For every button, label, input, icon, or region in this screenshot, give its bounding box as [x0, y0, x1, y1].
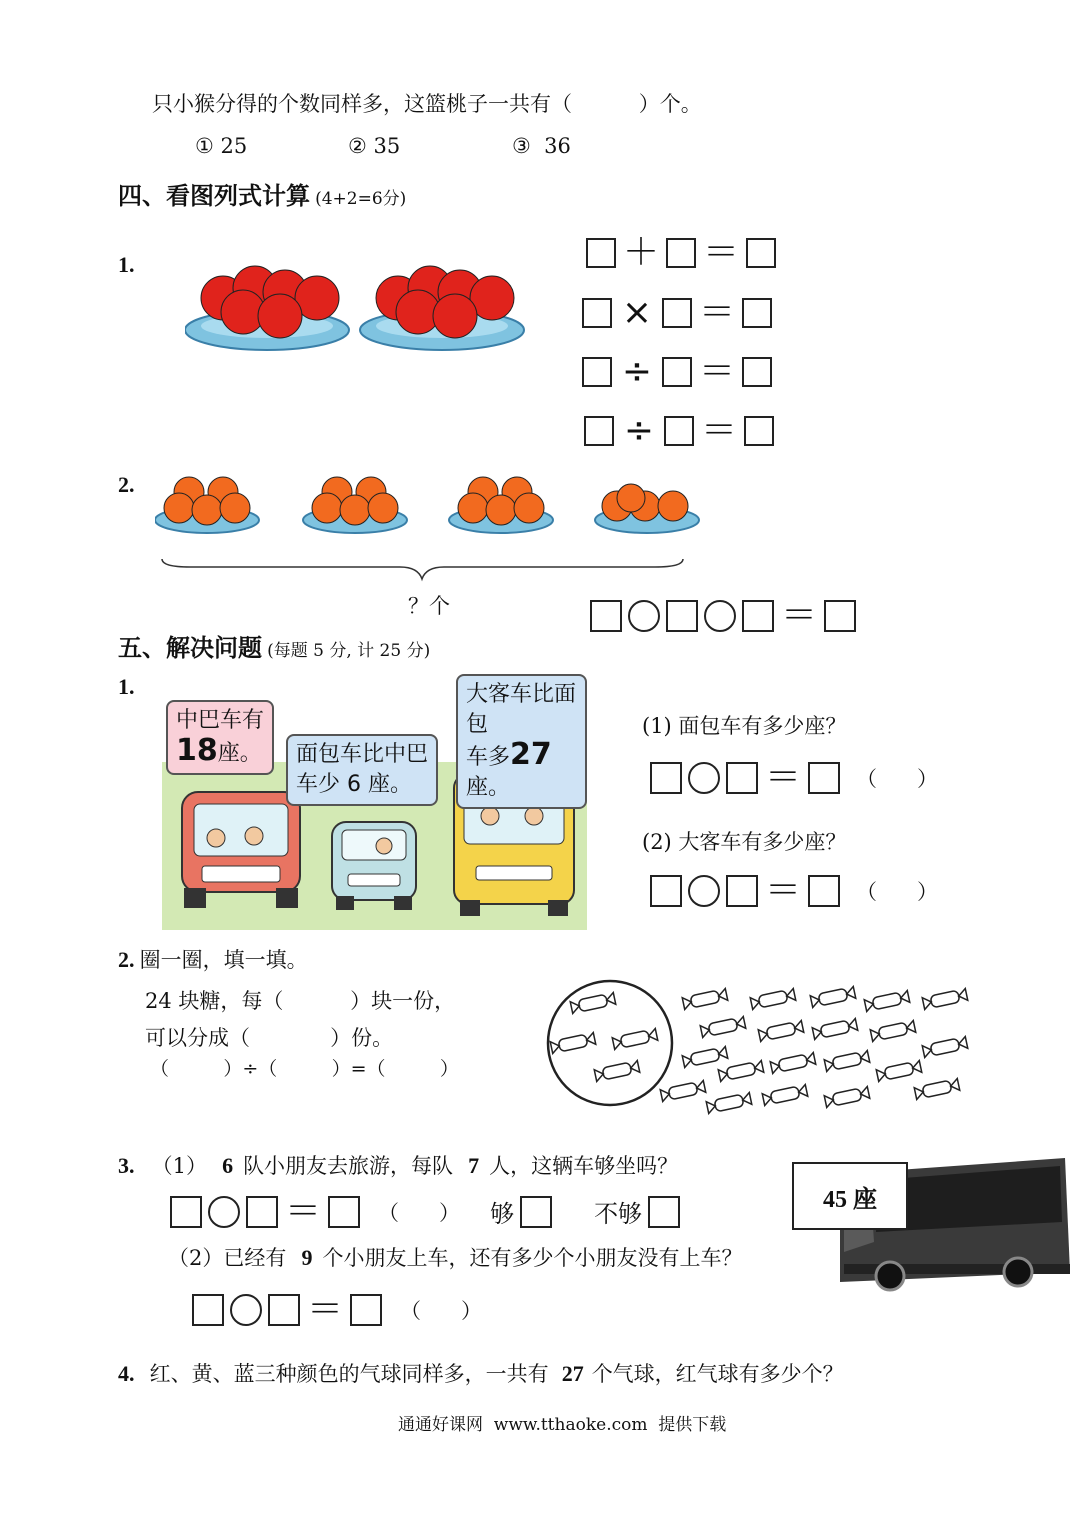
bubble3-number: 27	[510, 737, 552, 772]
s5-q2-line3: （ ）÷（ ）=（ ）	[150, 1058, 459, 1080]
s5-q3-sub2-text: 个小朋友上车，还有多少个小朋友没有上车？	[322, 1246, 743, 1270]
s5-q3-sub1-end: 人，这辆车够坐吗？	[489, 1154, 679, 1178]
s5-q3-sub1-text: 队小朋友去旅游，每队	[243, 1154, 454, 1178]
unit-paren[interactable]: （ ）	[400, 1299, 483, 1323]
speech-bubble-coach	[456, 674, 587, 809]
answer-box[interactable]	[726, 875, 758, 907]
answer-box[interactable]	[742, 298, 772, 328]
enough-checkbox[interactable]	[520, 1196, 552, 1228]
s5-q1-number: 1.	[118, 674, 135, 699]
s5-q3-n1: 6	[222, 1153, 234, 1178]
answer-box[interactable]	[584, 416, 614, 446]
s5-q3-n2: 7	[468, 1153, 480, 1178]
operator-circle[interactable]	[704, 600, 736, 632]
answer-box[interactable]	[664, 416, 694, 446]
speech-bubble-van	[286, 734, 438, 806]
section5-heading	[118, 628, 430, 663]
equals-sign: ＝	[702, 232, 739, 273]
answer-box[interactable]	[726, 762, 758, 794]
equation-row-3	[582, 351, 772, 392]
bubble1-unit: 座。	[217, 741, 262, 766]
answer-box[interactable]	[650, 875, 682, 907]
answer-box[interactable]	[582, 357, 612, 387]
option-2: ② 35	[348, 134, 401, 158]
s5-q2-number: 2.	[118, 947, 135, 972]
speech-bubble-minibus	[166, 700, 274, 775]
van-icon	[332, 822, 416, 910]
s5-q2-title: 圈一圈，填一填。	[139, 948, 308, 972]
s5-q3-number: 3.	[118, 1153, 135, 1178]
s5-q1-sub2: (2) 大客车有多少座？	[642, 830, 847, 854]
s5-q1-equation-2	[650, 870, 939, 911]
bus-capacity-label	[792, 1162, 908, 1230]
equation-row-2	[582, 292, 772, 333]
footer-credit: 通通好课网 www.tthaoke.com 提供下载	[398, 1415, 727, 1435]
s5-q3-sub1-prefix: （1）	[151, 1154, 207, 1178]
equals-sign: ＝	[780, 595, 817, 636]
section4-heading	[118, 176, 406, 211]
not-enough-label: 不够	[594, 1200, 643, 1228]
bubble3-line2	[466, 737, 577, 803]
answer-box[interactable]	[742, 600, 774, 632]
question-tail-line: 只小猴分得的个数同样多，这篮桃子一共有（ ）个。	[152, 92, 702, 116]
plus-sign: ＋	[622, 232, 659, 273]
equals-sign: ＝	[764, 870, 801, 911]
not-enough-checkbox[interactable]	[648, 1196, 680, 1228]
unit-paren[interactable]: （ ）	[856, 880, 939, 904]
s5-q3-equation-1	[170, 1190, 680, 1232]
equation-row-1	[586, 232, 776, 273]
answer-box[interactable]	[824, 600, 856, 632]
s5-q1-equation-1	[650, 757, 939, 798]
s5-q1-sub1: (1) 面包车有多少座？	[642, 714, 847, 738]
s5-q3-equation-2	[192, 1289, 483, 1330]
orange-plate-2	[303, 477, 407, 533]
answer-box[interactable]	[666, 600, 698, 632]
equals-sign: ＝	[306, 1289, 343, 1330]
answer-box[interactable]	[246, 1196, 278, 1228]
candy-icon	[550, 987, 968, 1114]
bus-capacity-text: 45 座	[823, 1186, 877, 1213]
s5-q3-sub2-prefix: （2）已经有	[168, 1246, 287, 1270]
answer-box[interactable]	[192, 1294, 224, 1326]
bubble3-unit: 座。	[466, 775, 511, 800]
unit-paren[interactable]: （ ）	[856, 767, 939, 791]
divide-sign: ÷	[623, 410, 655, 451]
equation-row-4	[584, 410, 774, 451]
s5-q4-text-b: 个气球，红气球有多少个？	[591, 1362, 844, 1386]
operator-circle[interactable]	[208, 1196, 240, 1228]
apple-plates-illustration	[185, 258, 535, 358]
answer-box[interactable]	[662, 357, 692, 387]
s5-q2-line1: 24 块糖，每（ ）块一份，	[145, 989, 456, 1013]
unit-paren[interactable]: （ ）	[378, 1200, 461, 1225]
answer-box[interactable]	[808, 762, 840, 794]
s5-q3-sub1-line	[118, 1150, 678, 1180]
bubble3-prefix: 车多	[466, 745, 511, 770]
answer-box[interactable]	[586, 238, 616, 268]
answer-box[interactable]	[582, 298, 612, 328]
s4-q2-number: 2.	[118, 472, 135, 497]
answer-box[interactable]	[268, 1294, 300, 1326]
answer-box[interactable]	[746, 238, 776, 268]
operator-circle[interactable]	[688, 875, 720, 907]
equals-sign: ＝	[284, 1190, 321, 1232]
equals-sign: ＝	[698, 351, 735, 392]
s5-q4-number: 4.	[118, 1361, 135, 1386]
times-sign: ×	[621, 292, 653, 333]
section4-score: (4+2=6分)	[315, 189, 407, 209]
s5-q2-heading	[118, 944, 308, 974]
equation-row-q2	[590, 595, 856, 636]
operator-circle[interactable]	[688, 762, 720, 794]
equals-sign: ＝	[764, 757, 801, 798]
option-1: ① 25	[195, 134, 248, 158]
operator-circle[interactable]	[230, 1294, 262, 1326]
bubble1-number: 18	[176, 733, 218, 768]
orange-plate-3	[449, 477, 553, 533]
s4-q1-number: 1.	[118, 252, 135, 277]
divide-sign: ÷	[621, 351, 653, 392]
answer-box[interactable]	[744, 416, 774, 446]
section5-title: 五、解决问题	[118, 634, 262, 662]
answer-box[interactable]	[666, 238, 696, 268]
minibus-icon	[182, 792, 300, 908]
apple-plate-2	[360, 266, 524, 350]
orange-plates-illustration	[155, 470, 705, 540]
answer-box[interactable]	[328, 1196, 360, 1228]
answer-box[interactable]	[590, 600, 622, 632]
equals-sign: ＝	[700, 410, 737, 451]
answer-box[interactable]	[808, 875, 840, 907]
s5-q2-line2: 可以分成（ ）份。	[145, 1026, 394, 1050]
bubble2-line2: 车少 6 座。	[296, 772, 412, 797]
bubble1-line2	[176, 733, 264, 769]
option-3: ③ 36	[512, 134, 571, 158]
apple-plate-1	[185, 266, 349, 350]
bubble1-line1: 中巴车有	[176, 708, 265, 733]
s5-q3-sub2-line	[168, 1242, 742, 1272]
s5-q3-n3: 9	[301, 1245, 313, 1270]
enough-label: 够	[490, 1200, 515, 1228]
section4-title: 四、看图列式计算	[118, 182, 310, 210]
section5-score: (每题 5 分, 计 25 分)	[267, 641, 431, 661]
answer-box[interactable]	[650, 762, 682, 794]
s5-q4-text-a: 红、黄、蓝三种颜色的气球同样多，一共有	[149, 1362, 549, 1386]
answer-box[interactable]	[742, 357, 772, 387]
equals-sign: ＝	[698, 292, 735, 333]
bubble2-line1: 面包车比中巴	[296, 742, 429, 767]
bubble3-line1: 大客车比面包	[466, 682, 577, 737]
answer-box[interactable]	[170, 1196, 202, 1228]
answer-box[interactable]	[350, 1294, 382, 1326]
brace-label: ？个	[408, 594, 450, 618]
orange-plate-4	[595, 484, 699, 533]
s5-q4-line	[118, 1358, 844, 1388]
operator-circle[interactable]	[628, 600, 660, 632]
brace-icon	[160, 555, 685, 585]
candies-illustration	[545, 975, 975, 1125]
vehicle-scene	[162, 670, 587, 930]
orange-plate-1	[155, 477, 259, 533]
answer-box[interactable]	[662, 298, 692, 328]
s5-q4-number-27: 27	[561, 1361, 584, 1386]
